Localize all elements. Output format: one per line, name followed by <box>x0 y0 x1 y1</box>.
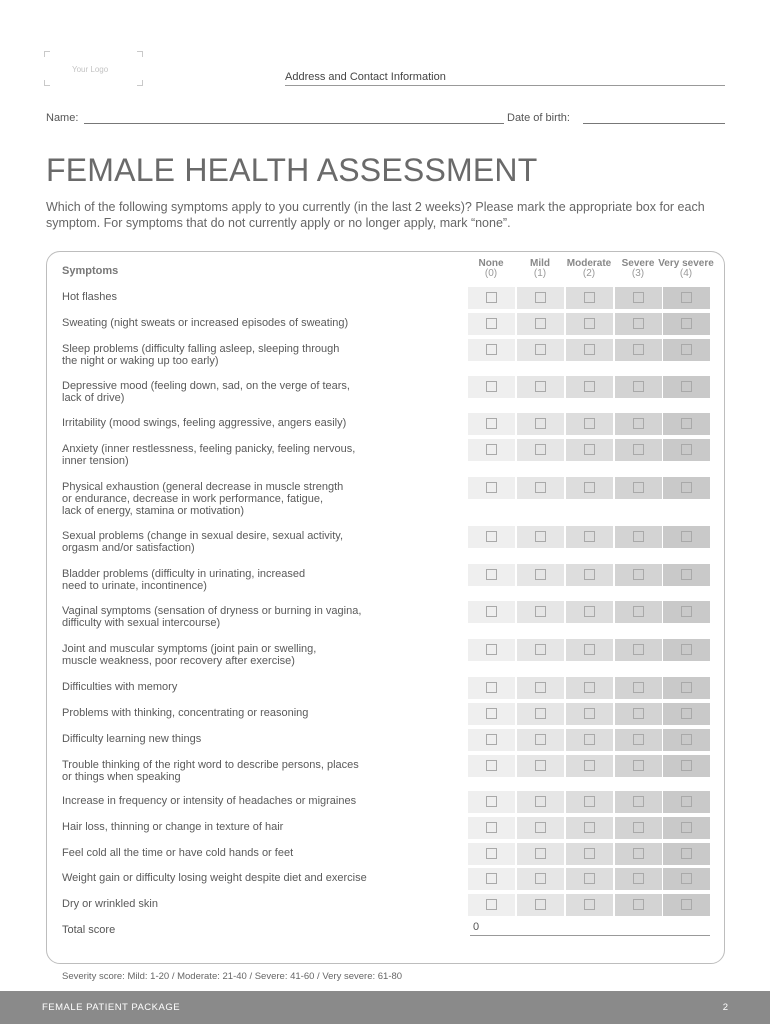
score-cell <box>517 817 564 839</box>
score-cell <box>615 287 662 309</box>
score-cell <box>468 313 515 335</box>
footer-title: FEMALE PATIENT PACKAGE <box>42 1002 181 1013</box>
score-checkbox[interactable] <box>535 873 546 884</box>
score-cell <box>566 817 613 839</box>
score-checkbox[interactable] <box>633 644 644 655</box>
score-checkbox[interactable] <box>681 418 692 429</box>
score-checkbox[interactable] <box>681 708 692 719</box>
score-checkbox[interactable] <box>681 734 692 745</box>
score-checkbox[interactable] <box>584 822 595 833</box>
score-checkbox[interactable] <box>535 482 546 493</box>
score-cell <box>663 287 710 309</box>
score-checkbox[interactable] <box>486 682 497 693</box>
score-checkbox[interactable] <box>535 569 546 580</box>
score-checkbox[interactable] <box>584 760 595 771</box>
score-cell <box>566 413 613 435</box>
score-checkbox[interactable] <box>486 482 497 493</box>
symptom-label: Difficulty learning new things <box>62 733 202 745</box>
dob-field[interactable] <box>583 123 725 124</box>
score-cell <box>663 677 710 699</box>
dob-label: Date of birth: <box>507 112 570 124</box>
column-header-very-severe <box>656 259 716 278</box>
score-checkbox[interactable] <box>535 734 546 745</box>
score-checkbox[interactable] <box>681 682 692 693</box>
score-checkbox[interactable] <box>535 418 546 429</box>
score-cell <box>468 564 515 586</box>
score-cell <box>468 601 515 623</box>
score-checkbox[interactable] <box>584 418 595 429</box>
score-cell <box>566 894 613 916</box>
score-checkbox[interactable] <box>681 760 692 771</box>
score-cell <box>566 526 613 548</box>
score-checkbox[interactable] <box>633 292 644 303</box>
score-cell <box>468 729 515 751</box>
score-checkbox[interactable] <box>486 848 497 859</box>
score-cell <box>615 677 662 699</box>
score-cell <box>517 755 564 777</box>
score-cell <box>615 313 662 335</box>
score-checkbox[interactable] <box>535 531 546 542</box>
score-checkbox[interactable] <box>486 381 497 392</box>
score-checkbox[interactable] <box>681 848 692 859</box>
score-cell <box>517 601 564 623</box>
score-checkbox[interactable] <box>633 899 644 910</box>
score-cell <box>517 729 564 751</box>
score-checkbox[interactable] <box>486 899 497 910</box>
score-cell <box>663 413 710 435</box>
score-cell <box>663 729 710 751</box>
logo-text: Your Logo <box>72 65 109 74</box>
address-contact-info: Address and Contact Information <box>285 71 725 86</box>
score-checkbox[interactable] <box>535 292 546 303</box>
score-cell <box>663 601 710 623</box>
symptom-label: Joint and muscular symptoms (joint pain or swelling, muscle weakness, poor recovery after exercise) <box>62 643 317 667</box>
name-label: Name: <box>46 112 79 124</box>
score-cell <box>566 677 613 699</box>
score-cell <box>468 677 515 699</box>
score-checkbox[interactable] <box>681 644 692 655</box>
score-checkbox[interactable] <box>633 318 644 329</box>
score-cell <box>663 313 710 335</box>
score-cell <box>517 894 564 916</box>
score-cell <box>566 376 613 398</box>
score-cell <box>468 791 515 813</box>
score-checkbox[interactable] <box>681 606 692 617</box>
symptom-label: Bladder problems (difficulty in urinating, increased need to urinate, incontinence) <box>62 568 306 592</box>
column-label: Severe <box>621 258 655 269</box>
score-cell <box>566 729 613 751</box>
symptom-label: Increase in frequency or intensity of headaches or migraines <box>62 795 357 807</box>
score-checkbox[interactable] <box>681 344 692 355</box>
score-cell <box>615 639 662 661</box>
score-cell <box>663 843 710 865</box>
score-checkbox[interactable] <box>584 899 595 910</box>
score-cell <box>468 894 515 916</box>
score-checkbox[interactable] <box>633 822 644 833</box>
symptom-label: Sleep problems (difficulty falling asleep, sleeping through the night or waking up too early) <box>62 343 340 367</box>
score-cell <box>663 526 710 548</box>
score-cell <box>566 843 613 865</box>
column-label: None <box>478 258 504 269</box>
symptom-label: Weight gain or difficulty losing weight despite diet and exercise <box>62 872 367 884</box>
score-checkbox[interactable] <box>486 644 497 655</box>
score-checkbox[interactable] <box>681 822 692 833</box>
symptom-label: Hair loss, thinning or change in texture of hair <box>62 821 284 833</box>
score-cell <box>663 791 710 813</box>
page-number: 2 <box>722 1002 728 1013</box>
score-cell <box>663 755 710 777</box>
score-cell <box>615 564 662 586</box>
score-cell <box>517 791 564 813</box>
score-checkbox[interactable] <box>633 531 644 542</box>
score-cell <box>615 703 662 725</box>
symptom-label: Vaginal symptoms (sensation of dryness or burning in vagina, difficulty with sexual intercourse) <box>62 605 362 629</box>
score-checkbox[interactable] <box>486 531 497 542</box>
score-checkbox[interactable] <box>535 444 546 455</box>
score-checkbox[interactable] <box>681 873 692 884</box>
score-cell <box>566 703 613 725</box>
score-cell <box>615 868 662 890</box>
score-cell <box>566 564 613 586</box>
score-cell <box>517 477 564 499</box>
score-cell <box>663 639 710 661</box>
score-cell <box>468 413 515 435</box>
symptom-label: Problems with thinking, concentrating or reasoning <box>62 707 309 719</box>
name-dob-row <box>46 112 725 126</box>
score-checkbox[interactable] <box>584 606 595 617</box>
score-checkbox[interactable] <box>681 569 692 580</box>
score-cell <box>468 477 515 499</box>
score-checkbox[interactable] <box>486 418 497 429</box>
score-checkbox[interactable] <box>584 531 595 542</box>
score-checkbox[interactable] <box>584 444 595 455</box>
symptom-label: Difficulties with memory <box>62 681 178 693</box>
score-checkbox[interactable] <box>584 848 595 859</box>
logo-placeholder <box>44 51 143 86</box>
symptom-label: Physical exhaustion (general decrease in muscle strength or endurance, decrease in work performance, fatigue, lack of energy, stamina or motivation) <box>62 481 344 517</box>
symptom-label: Irritability (mood swings, feeling aggressive, angers easily) <box>62 417 347 429</box>
symptom-label: Trouble thinking of the right word to describe persons, places or things when speaking <box>62 759 359 783</box>
score-cell <box>615 894 662 916</box>
score-checkbox[interactable] <box>486 569 497 580</box>
score-checkbox[interactable] <box>584 644 595 655</box>
score-cell <box>566 755 613 777</box>
score-checkbox[interactable] <box>486 292 497 303</box>
score-cell <box>468 843 515 865</box>
name-field[interactable] <box>84 123 504 124</box>
score-checkbox[interactable] <box>633 734 644 745</box>
score-checkbox[interactable] <box>535 644 546 655</box>
score-checkbox[interactable] <box>486 822 497 833</box>
score-checkbox[interactable] <box>584 682 595 693</box>
score-checkbox[interactable] <box>535 708 546 719</box>
symptoms-header: Symptoms <box>62 265 119 277</box>
score-checkbox[interactable] <box>535 606 546 617</box>
score-cell <box>566 439 613 461</box>
score-cell <box>663 339 710 361</box>
column-score: (3) <box>631 268 645 279</box>
score-cell <box>468 639 515 661</box>
score-checkbox[interactable] <box>584 292 595 303</box>
score-cell <box>615 791 662 813</box>
score-checkbox[interactable] <box>535 381 546 392</box>
score-cell <box>566 639 613 661</box>
score-cell <box>468 287 515 309</box>
score-checkbox[interactable] <box>633 381 644 392</box>
score-cell <box>663 376 710 398</box>
score-cell <box>615 729 662 751</box>
score-checkbox[interactable] <box>584 873 595 884</box>
score-checkbox[interactable] <box>584 708 595 719</box>
score-checkbox[interactable] <box>681 482 692 493</box>
score-cell <box>615 755 662 777</box>
score-cell <box>517 526 564 548</box>
score-checkbox[interactable] <box>535 760 546 771</box>
score-checkbox[interactable] <box>681 444 692 455</box>
score-cell <box>615 526 662 548</box>
column-score: (0) <box>484 268 498 279</box>
score-checkbox[interactable] <box>633 569 644 580</box>
score-cell <box>615 601 662 623</box>
page-title: FEMALE HEALTH ASSESSMENT <box>46 152 538 188</box>
score-cell <box>468 439 515 461</box>
score-cell <box>517 843 564 865</box>
total-score-label: Total score <box>62 924 116 936</box>
score-checkbox[interactable] <box>486 444 497 455</box>
symptom-label: Anxiety (inner restlessness, feeling panicky, feeling nervous, inner tension) <box>62 443 356 467</box>
score-cell <box>517 376 564 398</box>
score-cell <box>663 817 710 839</box>
score-checkbox[interactable] <box>681 531 692 542</box>
score-checkbox[interactable] <box>535 899 546 910</box>
score-checkbox[interactable] <box>681 796 692 807</box>
score-checkbox[interactable] <box>535 682 546 693</box>
score-cell <box>663 894 710 916</box>
score-cell <box>468 703 515 725</box>
score-cell <box>566 477 613 499</box>
score-cell <box>517 639 564 661</box>
score-cell <box>566 313 613 335</box>
score-cell <box>468 817 515 839</box>
score-cell <box>517 677 564 699</box>
score-cell <box>517 564 564 586</box>
score-checkbox[interactable] <box>584 482 595 493</box>
score-checkbox[interactable] <box>486 344 497 355</box>
symptom-label: Sexual problems (change in sexual desire, sexual activity, orgasm and/or satisfaction) <box>62 530 344 554</box>
column-label: Moderate <box>566 258 612 269</box>
score-cell <box>517 339 564 361</box>
score-cell <box>517 868 564 890</box>
column-score: (4) <box>679 268 693 279</box>
score-checkbox[interactable] <box>486 708 497 719</box>
symptom-label: Feel cold all the time or have cold hands or feet <box>62 847 294 859</box>
score-cell <box>663 868 710 890</box>
score-checkbox[interactable] <box>535 848 546 859</box>
score-cell <box>566 868 613 890</box>
score-checkbox[interactable] <box>486 318 497 329</box>
score-checkbox[interactable] <box>486 873 497 884</box>
score-cell <box>566 287 613 309</box>
score-checkbox[interactable] <box>633 848 644 859</box>
score-checkbox[interactable] <box>633 873 644 884</box>
score-cell <box>468 339 515 361</box>
score-cell <box>615 477 662 499</box>
score-checkbox[interactable] <box>681 318 692 329</box>
severity-note: Severity score: Mild: 1-20 / Moderate: 21-40 / Severe: 41-60 / Very severe: 61-80 <box>62 971 403 982</box>
score-checkbox[interactable] <box>681 292 692 303</box>
score-checkbox[interactable] <box>486 796 497 807</box>
score-checkbox[interactable] <box>633 606 644 617</box>
column-score: (2) <box>582 268 596 279</box>
score-cell <box>517 313 564 335</box>
score-cell <box>468 376 515 398</box>
score-checkbox[interactable] <box>486 734 497 745</box>
score-checkbox[interactable] <box>633 344 644 355</box>
score-checkbox[interactable] <box>535 796 546 807</box>
score-checkbox[interactable] <box>486 760 497 771</box>
symptom-label: Hot flashes <box>62 291 118 303</box>
score-cell <box>517 413 564 435</box>
score-checkbox[interactable] <box>535 344 546 355</box>
score-checkbox[interactable] <box>681 381 692 392</box>
score-cell <box>468 868 515 890</box>
score-cell <box>566 339 613 361</box>
score-checkbox[interactable] <box>535 822 546 833</box>
score-checkbox[interactable] <box>584 734 595 745</box>
score-checkbox[interactable] <box>584 381 595 392</box>
intro-text: Which of the following symptoms apply to you currently (in the last 2 weeks)? Please mark the appropriate box for each symptom. For symptoms that do not currently apply or no longer apply, mark “none”. <box>46 200 705 230</box>
column-label: Very severe <box>658 258 714 269</box>
score-cell <box>517 703 564 725</box>
score-cell <box>663 477 710 499</box>
score-cell <box>663 703 710 725</box>
symptom-label: Depressive mood (feeling down, sad, on the verge of tears, lack of drive) <box>62 380 350 404</box>
score-checkbox[interactable] <box>486 606 497 617</box>
score-checkbox[interactable] <box>681 899 692 910</box>
score-checkbox[interactable] <box>633 482 644 493</box>
score-cell <box>615 376 662 398</box>
score-cell <box>566 791 613 813</box>
score-checkbox[interactable] <box>535 318 546 329</box>
score-checkbox[interactable] <box>633 682 644 693</box>
score-cell <box>468 526 515 548</box>
score-checkbox[interactable] <box>633 418 644 429</box>
score-cell <box>615 843 662 865</box>
score-cell <box>615 439 662 461</box>
column-score: (1) <box>533 268 547 279</box>
score-cell <box>517 439 564 461</box>
score-checkbox[interactable] <box>633 708 644 719</box>
score-checkbox[interactable] <box>584 796 595 807</box>
score-cell <box>468 755 515 777</box>
score-cell <box>663 439 710 461</box>
column-label: Mild <box>530 258 550 269</box>
page-footer <box>0 991 770 1024</box>
score-checkbox[interactable] <box>584 569 595 580</box>
score-checkbox[interactable] <box>633 760 644 771</box>
score-cell <box>517 287 564 309</box>
score-checkbox[interactable] <box>633 796 644 807</box>
score-checkbox[interactable] <box>584 344 595 355</box>
score-checkbox[interactable] <box>633 444 644 455</box>
score-cell <box>566 601 613 623</box>
score-cell <box>663 564 710 586</box>
score-cell <box>615 817 662 839</box>
score-cell <box>615 339 662 361</box>
score-cell <box>615 413 662 435</box>
symptom-label: Dry or wrinkled skin <box>62 898 158 910</box>
score-checkbox[interactable] <box>584 318 595 329</box>
total-score-field[interactable]: 0 <box>470 921 710 936</box>
symptom-label: Sweating (night sweats or increased episodes of sweating) <box>62 317 349 329</box>
